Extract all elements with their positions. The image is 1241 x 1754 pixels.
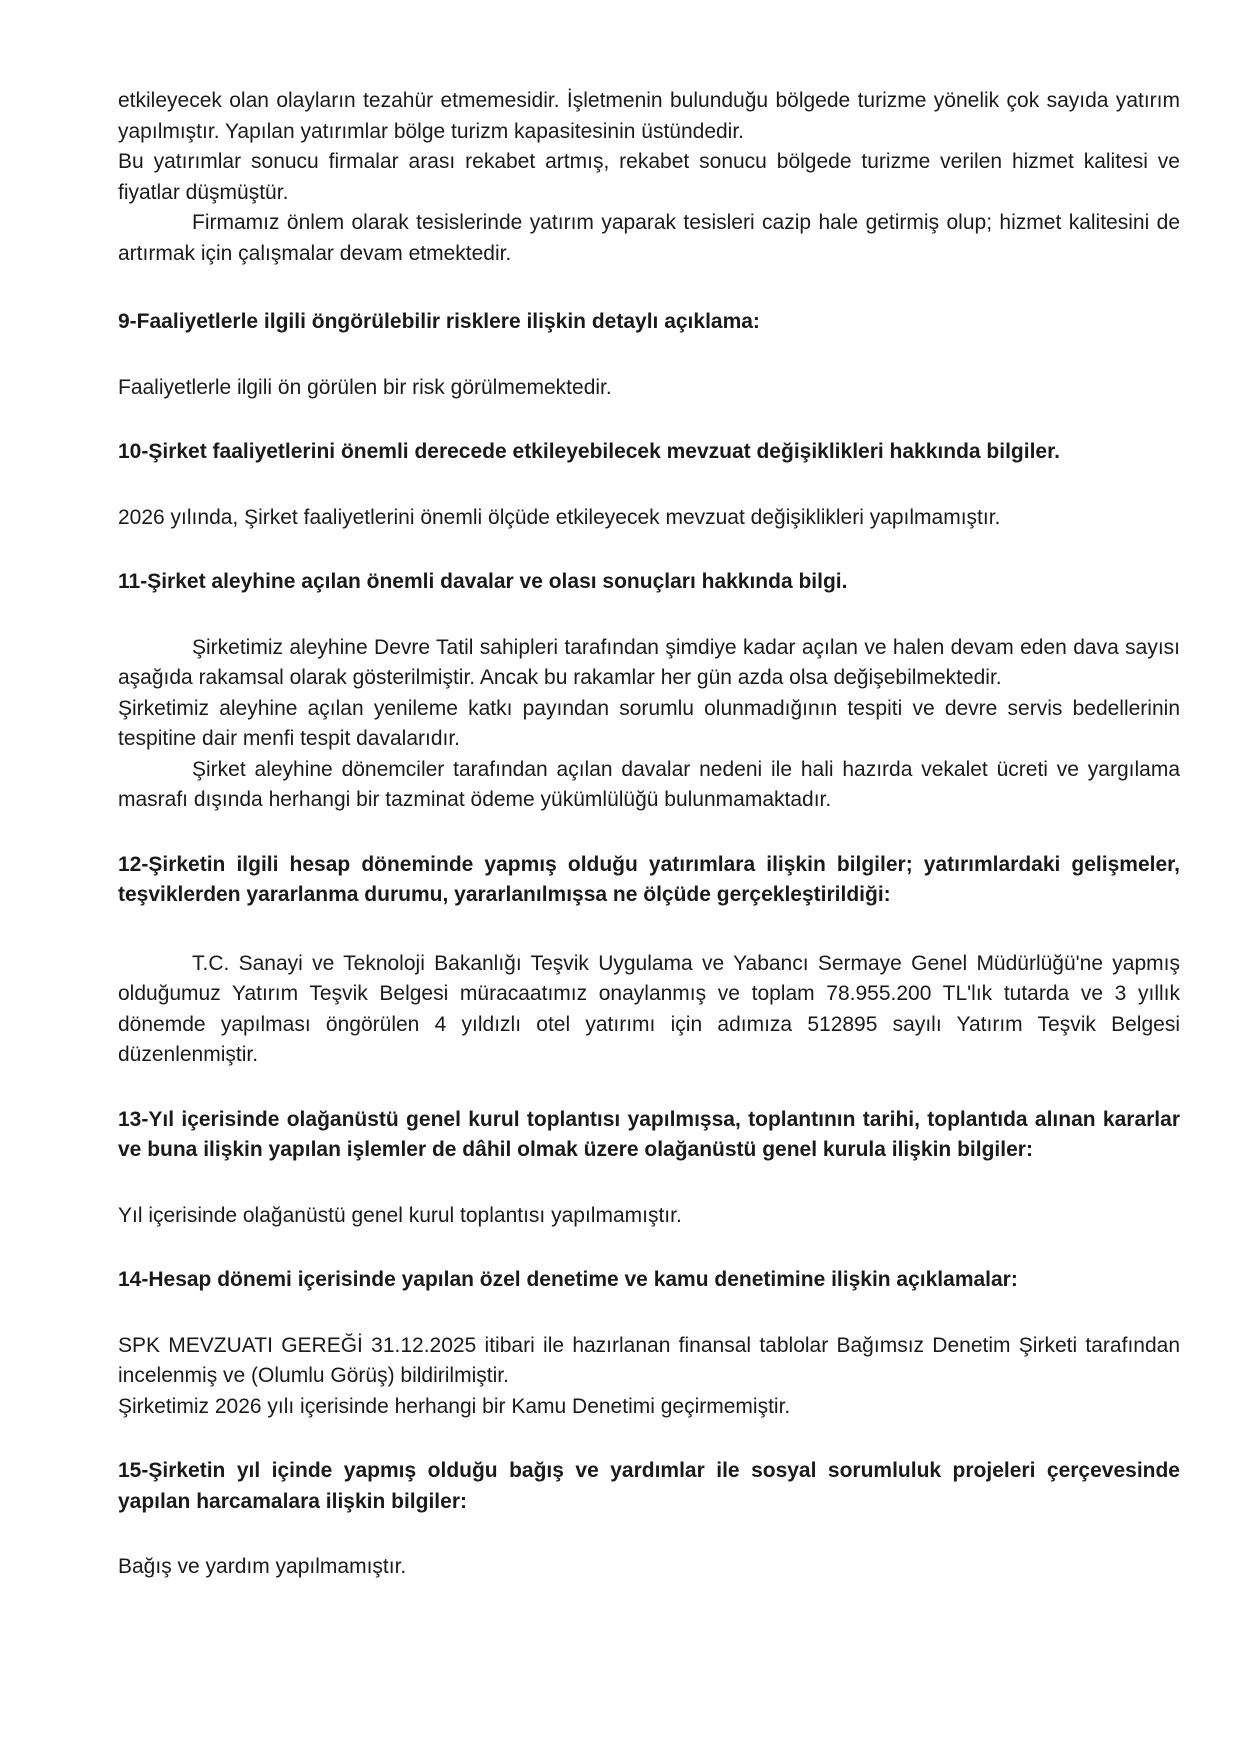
intro-paragraph-2: Bu yatırımlar sonucu firmalar arası rekabet artmış, rekabet sonucu bölgede turizme verilen hizmet kalitesi ve fiyatlar düşmüştür. — [118, 150, 1180, 204]
section-11-body-1: Şirketimiz aleyhine Devre Tatil sahipleri tarafından şimdiye kadar açılan ve halen devam eden dava sayısı aşağıda rakamsal olarak gösterilmiştir. Ancak bu rakamlar her gün azda olsa değişebilmektedir. — [118, 635, 1180, 689]
section-9-body: Faaliyetlerle ilgili ön görülen bir risk görülmemektedir. — [118, 375, 612, 399]
section-10-heading: 10-Şirket faaliyetlerini önemli derecede etkileyebilecek mevzuat değişiklikleri hakkında bilgiler. — [118, 440, 1060, 463]
section-11-body-3: Şirket aleyhine dönemciler tarafından açılan davalar nedeni ile hali hazırda vekalet ücreti ve yargılama masrafı dışında herhangi bir tazminat ödeme yükümlülüğü bulunmamaktadır. — [118, 757, 1180, 811]
section-13-heading: 13-Yıl içerisinde olağanüstü genel kurul toplantısı yapılmışsa, toplantının tarihi, toplantıda alınan kararlar ve buna ilişkin yapılan işlemler de dâhil olmak üzere olağanüstü genel kurula ilişkin bilgiler: — [118, 1107, 1180, 1161]
section-10-body: 2026 yılında, Şirket faaliyetlerini önemli ölçüde etkileyecek mevzuat değişiklikleri yapılmamıştır. — [118, 505, 1001, 529]
section-11-body-2: Şirketimiz aleyhine açılan yenileme katkı payından sorumlu olunmadığının tespiti ve devre servis bedellerinin tespitine dair menfi tespit davalarıdır. — [118, 696, 1180, 750]
section-14-body-1: SPK MEVZUATI GEREĞİ 31.12.2025 itibari ile hazırlanan finansal tablolar Bağımsız Denetim Şirketi tarafından incelenmiş ve (Olumlu Görüş) bildirilmiştir. — [118, 1333, 1180, 1387]
section-11-heading: 11-Şirket aleyhine açılan önemli davalar ve olası sonuçları hakkında bilgi. — [118, 570, 848, 593]
section-14-body-2: Şirketimiz 2026 yılı içerisinde herhangi bir Kamu Denetimi geçirmemiştir. — [118, 1394, 791, 1418]
section-12-body: T.C. Sanayi ve Teknoloji Bakanlığı Teşvik Uygulama ve Yabancı Sermaye Genel Müdürlüğü'ne yapmış olduğumuz Yatırım Teşvik Belgesi müracaatımız onaylanmış ve toplam 78.955.200 TL'lık tutarda ve 3 yıllık dönemde yapılması öngörülen 4 yıldızlı otel yatırımı için adımıza 512895 sayılı Yatırım Teşvik Belgesi düzenlenmiştir. — [118, 951, 1180, 1066]
section-13-body: Yıl içerisinde olağanüstü genel kurul toplantısı yapılmamıştır. — [118, 1203, 682, 1227]
document-page — [118, 86, 1180, 1583]
intro-paragraph-3: Firmamız önlem olarak tesislerinde yatırım yaparak tesisleri cazip hale getirmiş olup; hizmet kalitesini de artırmak için çalışmalar devam etmektedir. — [118, 211, 1180, 265]
section-14-heading: 14-Hesap dönemi içerisinde yapılan özel denetime ve kamu denetimine ilişkin açıklamalar: — [118, 1268, 1018, 1291]
section-15-body: Bağış ve yardım yapılmamıştır. — [118, 1555, 407, 1578]
section-9-heading: 9-Faaliyetlerle ilgili öngörülebilir risklere ilişkin detaylı açıklama: — [118, 310, 760, 333]
intro-paragraph-1: etkileyecek olan olayların tezahür etmemesidir. İşletmenin bulunduğu bölgede turizme yönelik çok sayıda yatırım yapılmıştır. Yapılan yatırımlar bölge turizm kapasitesinin üstündedir. — [118, 89, 1180, 143]
section-12-heading: 12-Şirketin ilgili hesap döneminde yapmış olduğu yatırımlara ilişkin bilgiler; yatırımlardaki gelişmeler, teşviklerden yararlanma durumu, yararlanılmışsa ne ölçüde gerçekleştirildiği: — [118, 852, 1180, 906]
section-15-heading: 15-Şirketin yıl içinde yapmış olduğu bağış ve yardımlar ile sosyal sorumluluk projeleri çerçevesinde yapılan harcamalara ilişkin bilgiler: — [118, 1459, 1180, 1513]
